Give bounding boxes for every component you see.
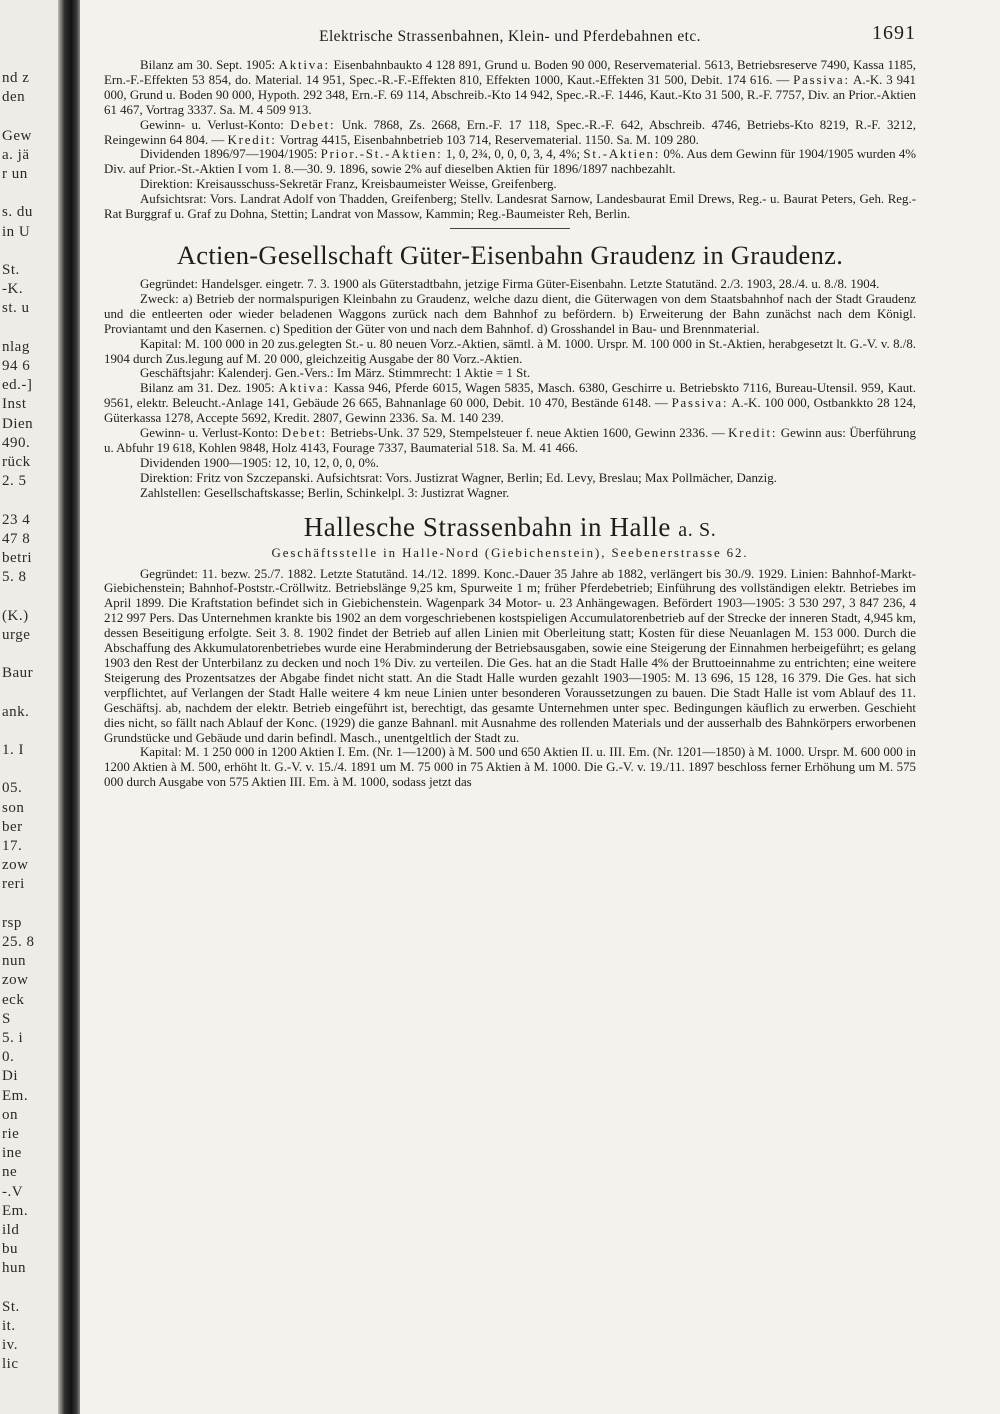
field-text: 12, 10, 12, 0, 0, 0%. bbox=[274, 455, 379, 470]
facing-page-fragment: Em. bbox=[2, 1087, 29, 1104]
running-head-title: Elektrische Strassenbahnen, Klein- und Pferdebahnen etc. bbox=[319, 28, 701, 45]
company-name-suffix: a. S. bbox=[678, 518, 717, 541]
entry-paragraph bbox=[104, 277, 916, 292]
field-text: Vors. Justizrat Wagner, Berlin; Ed. Levy, Breslau; Max Pollmächer, Danzig. bbox=[385, 470, 777, 485]
page-number: 1691 bbox=[872, 22, 916, 44]
facing-page-fragment: 0. bbox=[2, 1049, 15, 1066]
facing-page-fragment: Dien bbox=[2, 415, 34, 432]
entry-paragraph bbox=[104, 292, 916, 337]
facing-page-fragment: 5. 8 bbox=[2, 569, 27, 586]
spaced-subheading: St.-Aktien: bbox=[583, 147, 661, 162]
facing-page-fragment: it. bbox=[2, 1318, 16, 1334]
entry-paragraph bbox=[104, 745, 916, 790]
facing-page-fragment: rsp bbox=[2, 914, 22, 931]
page-content bbox=[104, 22, 916, 790]
facing-page-fragment: betri bbox=[2, 550, 32, 566]
entry-paragraph bbox=[104, 58, 916, 118]
field-label: Aufsichtsrat: bbox=[140, 192, 207, 207]
entry-paragraph bbox=[104, 471, 916, 486]
facing-page-fragment: 2. 5 bbox=[2, 473, 27, 490]
field-label: Gewinn- u. Verlust-Konto: bbox=[140, 426, 279, 441]
company-address-line: Geschäftsstelle in Halle-Nord (Giebichenstein), Seebenerstrasse 62. bbox=[271, 545, 749, 560]
facing-page-fragment: St. bbox=[2, 1298, 20, 1315]
field-label: Aufsichtsrat: bbox=[315, 470, 383, 485]
field-label: Gegründet: bbox=[140, 566, 198, 581]
spaced-subheading: Aktiva: bbox=[278, 58, 330, 72]
field-text: a) Betrieb der normalspurigen Kleinbahn zu Graudenz, welche dazu dient, die Güterwagen von dem Staatsbahnhof nach der Stadt Graudenz und die entleerten oder wieder beladenen Waggons zurück nach dem Bahnhof zu befördern. b) Erweiterung der Bahn zunächst nach dem Königl. Proviantamt und den Kasernen. c) Spedition der Güter von und nach dem Bahnhof. d) Grosshandel in Bau- und Brennmaterial. bbox=[104, 291, 916, 336]
facing-page-fragment: 5. i bbox=[2, 1030, 24, 1046]
facing-page-fragment: ber bbox=[2, 818, 23, 835]
facing-page-fragment: Di bbox=[2, 1068, 18, 1085]
facing-page-fragment: ne bbox=[2, 1164, 18, 1181]
facing-page-fragment: ine bbox=[2, 1145, 22, 1162]
facing-page-fragment: bu bbox=[2, 1241, 18, 1258]
company-heading-halle bbox=[104, 511, 916, 546]
facing-page-fragment: rück bbox=[2, 454, 31, 470]
facing-page-fragment: -K. bbox=[2, 281, 24, 298]
field-text: M. 1 250 000 in 1200 Aktien I. Em. (Nr. 1—1200) à M. 500 und 650 Aktien II. u. III. Em. (Nr. 1201—1850) à M. 1000. Urspr. M. 600 000 in 1200 Aktien à M. 500, erhöht lt. G.-V. v. 15./4. 1891 um M. 75 000 in 75 Aktien à M. 1000. Die G.-V. v. 19./11. 1897 beschloss ferner Erhöhung um M. 575 000 durch Ausgabe von 575 Aktien III. Em. à M. 1000, sodass jetzt das bbox=[104, 745, 916, 790]
facing-page-fragment: 1. I bbox=[2, 742, 24, 758]
facing-page-fragment: son bbox=[2, 799, 25, 816]
field-text: Gewinn aus: Überführung u. Abfuhr 19 618, Kohlen 9848, Holz 4143, Fourage 7337, Baumaterial 518. Sa. M. 41 466. bbox=[104, 426, 916, 455]
field-text: 0%. Aus dem Gewinn für 1904/1905 wurden 4% Div. auf Prior.-St.-Aktien I vom 1. 8.—30. 9. 1896, sowie 2% auf dieselben Aktien für 1896/1897 nachbezahlt. bbox=[104, 147, 916, 177]
spaced-subheading: Prior.-St.-Aktien: bbox=[320, 147, 443, 162]
facing-page-fragment: Baur bbox=[2, 665, 34, 682]
field-label: Stimmrecht: bbox=[388, 366, 452, 381]
previous-entry-continuation bbox=[104, 58, 916, 222]
field-label: Gegründet: bbox=[140, 276, 198, 291]
spaced-subheading: Debet: bbox=[290, 117, 336, 132]
entry-paragraph bbox=[104, 118, 916, 148]
book-spine-shadow bbox=[58, 0, 80, 1414]
field-text: Im März. bbox=[336, 366, 385, 381]
field-label: Zweck: bbox=[140, 291, 179, 306]
facing-page-fragment: a. jä bbox=[2, 146, 30, 163]
entry-paragraph bbox=[104, 486, 916, 501]
spaced-subheading: Passiva: bbox=[793, 72, 850, 87]
entry-paragraph bbox=[104, 337, 916, 367]
field-text: 1 Aktie = 1 St. bbox=[455, 366, 531, 381]
facing-page-fragment: 25. 8 bbox=[2, 934, 35, 950]
field-text: Handelsger. eingetr. 7. 3. 1900 als Güterstadtbahn, jetzige Firma Güter-Eisenbahn. Letzte Statutänd. 2./3. 1903, 28./4. u. 8./8. 1904. bbox=[201, 276, 880, 291]
field-label: Bilanz am 31. Dez. 1905: bbox=[140, 381, 275, 396]
facing-page-fragment: lic bbox=[2, 1356, 19, 1373]
field-text: Kreisausschuss-Sekretär Franz, Kreisbaumeister Weisse, Greifenberg. bbox=[196, 177, 557, 192]
running-head bbox=[104, 22, 916, 58]
company-heading-graudenz: Actien-Gesellschaft Güter-Eisenbahn Graudenz in Graudenz. bbox=[176, 239, 844, 270]
field-label: Kapital: bbox=[140, 745, 182, 760]
facing-page-fragment: iv. bbox=[2, 1337, 18, 1354]
field-text: Kalenderj. bbox=[217, 366, 272, 381]
spaced-subheading: Passiva: bbox=[671, 396, 729, 411]
facing-page-fragment: Inst bbox=[2, 396, 27, 413]
field-label: Dividenden 1896/97—1904/1905: bbox=[140, 147, 318, 162]
field-label: Direktion: bbox=[140, 177, 193, 192]
entry-paragraph bbox=[104, 147, 916, 177]
entry-paragraph bbox=[104, 426, 916, 456]
facing-page-fragment: 490. bbox=[2, 434, 31, 451]
entry-paragraph bbox=[104, 192, 916, 222]
facing-page-fragment: 17. bbox=[2, 838, 23, 854]
facing-page-fragment: St. bbox=[2, 262, 20, 278]
facing-page-fragment: Gew bbox=[2, 127, 32, 144]
facing-page-fragment: -.V bbox=[2, 1183, 24, 1200]
facing-page-fragment: s. du bbox=[2, 204, 33, 221]
company-entry-graudenz bbox=[104, 277, 916, 501]
field-label: Bilanz am 30. Sept. 1905: bbox=[140, 58, 276, 72]
facing-page-fragment: ank. bbox=[2, 703, 30, 720]
facing-page-fragment: 94 6 bbox=[2, 358, 31, 374]
field-text: Fritz von Szczepanski. bbox=[196, 470, 314, 485]
facing-page-fragment: Em. bbox=[2, 1202, 29, 1219]
field-text: Eisenbahnbaukto 4 128 891, Grund u. Boden 90 000, Reservematerial. 5613, Betriebsreserve 7490, Kassa 1185, Ern.-F.-Effekten 53 854, do. Material. 14 951, Spec.-R.-F.-Effekten 810, Effekten 1000, Kaut.-Effekten 31 500, Debit. 174 616. — bbox=[104, 58, 917, 87]
entry-paragraph bbox=[104, 456, 916, 471]
facing-page-fragment: reri bbox=[2, 876, 25, 893]
field-text: M. 100 000 in 20 zus.gelegten St.- u. 80 neuen Vorz.-Aktien, sämtl. à M. 1000. Urspr. M. 100 000 in St.-Aktien, herabgesetzt lt. G.-V. v. 8./8. 1904 durch Zus.legung auf M. 20 000, gleichzeitig Ausgabe der 80 Vorz.-Aktien. bbox=[104, 336, 916, 366]
field-label: Dividenden 1900—1905: bbox=[140, 455, 272, 470]
facing-page-fragment: rie bbox=[2, 1126, 20, 1142]
spaced-subheading: Kredit: bbox=[227, 132, 277, 147]
facing-page-fragment: ed.-] bbox=[2, 377, 33, 394]
spaced-subheading: Aktiva: bbox=[278, 381, 330, 396]
facing-page-fragment: nlag bbox=[2, 338, 30, 355]
facing-page-fragment: den bbox=[2, 89, 26, 106]
company-entry-halle bbox=[104, 567, 916, 791]
field-text: A.-K. 100 000, Ostbankkto 28 124, Güterkassa 1278, Accepte 5692, Kredit. 2807, Gewinn 2336. Sa. M. 140 239. bbox=[104, 396, 916, 426]
entry-paragraph bbox=[104, 381, 916, 426]
field-text: A.-K. 3 941 000, Grund u. Boden 90 000, Hypoth. 292 348, Ern.-F. 69 114, Abschreib.-Kto 14 942, Spec.-R.-F. 1446, Kaut.-Kto 31 500, R.-F. 7757, Div. an Prior.-Aktien 61 467, Vortrag 3337. Sa. M. 4 509 913. bbox=[104, 72, 916, 117]
field-label: Geschäftsjahr: bbox=[140, 366, 215, 381]
company-name: Hallesche Strassenbahn in Halle bbox=[303, 511, 671, 542]
facing-page-fragment: 05. bbox=[2, 780, 23, 797]
facing-page-fragment: 47 8 bbox=[2, 530, 31, 547]
facing-page-fragment: zow bbox=[2, 972, 29, 989]
field-text: Gesellschaftskasse; Berlin, Schinkelpl. 3: Justizrat Wagner. bbox=[204, 485, 510, 500]
facing-page-fragment: st. u bbox=[2, 300, 30, 317]
facing-page-fragment: urge bbox=[2, 626, 31, 643]
facing-page-fragment: eck bbox=[2, 991, 25, 1008]
facing-page-fragment: 23 4 bbox=[2, 511, 31, 528]
facing-page-fragment: (K.) bbox=[2, 607, 29, 624]
field-text: Betriebs-Unk. 37 529, Stempelsteuer f. neue Aktien 1600, Gewinn 2336. — bbox=[330, 426, 725, 441]
section-divider bbox=[450, 228, 570, 229]
field-text: Vors. Landrat Adolf von Thadden, Greifenberg; Stellv. Landesrat Sarnow, Landesbaurat Emil Drews, Reg.- u. Baurat Peters, Geh. Reg.-Rat Burggraf u. Graf zu Dohna, Stettin; Landrat von Massow, Kammin; Reg.-Baumeister Reh, Berlin. bbox=[104, 192, 916, 222]
field-text: Unk. 7868, Zs. 2668, Ern.-F. 17 118, Spec.-R.-F. 642, Abschreib. 4746, Betriebs-Kto 8219, R.-F. 3212, Reingewinn 64 804. — bbox=[104, 117, 916, 147]
field-text: Kassa 946, Pferde 6015, Wagen 5835, Masch. 6380, Geschirre u. Betriebskto 7116, Bureau-Utensil. 959, Kaut. 9561, elektr. Beleucht.-Anlage 141, Gebäude 26 665, Bahnanlage 60 000, Debit. 10 470, Bestände 6148. — bbox=[104, 381, 916, 411]
facing-page-fragment: zow bbox=[2, 857, 29, 874]
facing-page-fragment: hun bbox=[2, 1260, 26, 1277]
spaced-subheading: Debet: bbox=[281, 426, 327, 441]
field-text: Vortrag 4415, Eisenbahnbetrieb 103 714, Reservematerial. 1150. Sa. M. 109 280. bbox=[279, 132, 699, 147]
entry-paragraph bbox=[104, 177, 916, 192]
facing-page-fragment: r un bbox=[2, 166, 28, 182]
entry-paragraph bbox=[104, 366, 916, 381]
facing-page-fragment: nd z bbox=[2, 70, 30, 86]
field-label: Kapital: bbox=[140, 336, 182, 351]
facing-page-fragment: ild bbox=[2, 1222, 20, 1238]
facing-page-fragment: in U bbox=[2, 223, 31, 240]
field-text: 1, 0, 2¾, 0, 0, 0, 3, 4, 4%; bbox=[445, 147, 581, 162]
facing-page-fragment: nun bbox=[2, 953, 26, 970]
field-label: Zahlstellen: bbox=[140, 485, 201, 500]
facing-page-fragment: on bbox=[2, 1106, 18, 1123]
facing-page-fragment: S bbox=[2, 1010, 11, 1027]
field-label: Direktion: bbox=[140, 470, 193, 485]
field-text: 11. bezw. 25./7. 1882. Letzte Statutänd. 14./12. 1899. Konc.-Dauer 35 Jahre ab 1882, verlängert bis 30./9. 1929. Linien: Bahnhof-Markt-Giebichenstein; Bahnhof-Poststr.-Cröllwitz. Betriebslänge 9,25 km, Spurweite 1 m; früher Pferdebetrieb; Einführung des vollständigen elektr. Betriebes im April 1899. Die Kraftstation befindet sich in Giebichenstein. Wagenpark 34 Motor- u. 23 Anhängewagen. Befördert 1903—1905: 3 530 297, 3 847 236, 4 212 997 Pers. Das Unternehmen krankte bis 1902 an dem vorgeschriebenen kostspieligen Accumulatorenbetrieb auf der Strecke der inneren Stadt, 4,945 km, dessen Beseitigung erfolgte. Seit 3. 8. 1902 findet der Betrieb auf allen Linien mit Oberleitung statt; Kosten für diese Neuanlagen M. 153 000. Durch die Abschaffung des Akkumulatorenbetriebes wurde eine Herabminderung der Betriebsausgaben, sowie eine Steigerung der Einnahmen herbeigeführt; es gelang 1903 den Rest der Unterbilanz zu decken und noch 1% Div. zu verteilen. Die Ges. hat an die Stadt Halle 4% der Bruttoeinnahme zu entrichten; eine weitere Steigerung des Prozentsatzes der Abgabe findet nicht statt. An die Stadt Halle wurden gezahlt 1903—1905: M. 13 696, 15 128, 16 379. Die Ges. hat sich verpflichtet, auf Verlangen der Stadt Halle weitere 4 km neue Linien unter besonderen Voraussetzungen zu bauen. Die Stadt Halle ist vom Ablauf des 11. Geschäftsj. ab, nachdem der elektr. Betrieb eingeführt ist, berechtigt, das gesamte Unternehmen unter spec. Bedingungen käuflich zu erwerben. Geschieht dies nicht, so fällt nach Ablauf der Konc. (1929) die ganze Bahnanl. mit Ausnahme des rollenden Materials und der ausserhalb des Bahnkörpers erworbenen Grundstücke und Gebäude und darin befindl. Masch., unentgeltlich der Stadt zu. bbox=[104, 566, 916, 745]
field-label: Gen.-Vers.: bbox=[274, 366, 334, 381]
entry-paragraph bbox=[104, 567, 916, 746]
spaced-subheading: Kredit: bbox=[728, 426, 778, 441]
field-label: Gewinn- u. Verlust-Konto: bbox=[140, 117, 284, 132]
